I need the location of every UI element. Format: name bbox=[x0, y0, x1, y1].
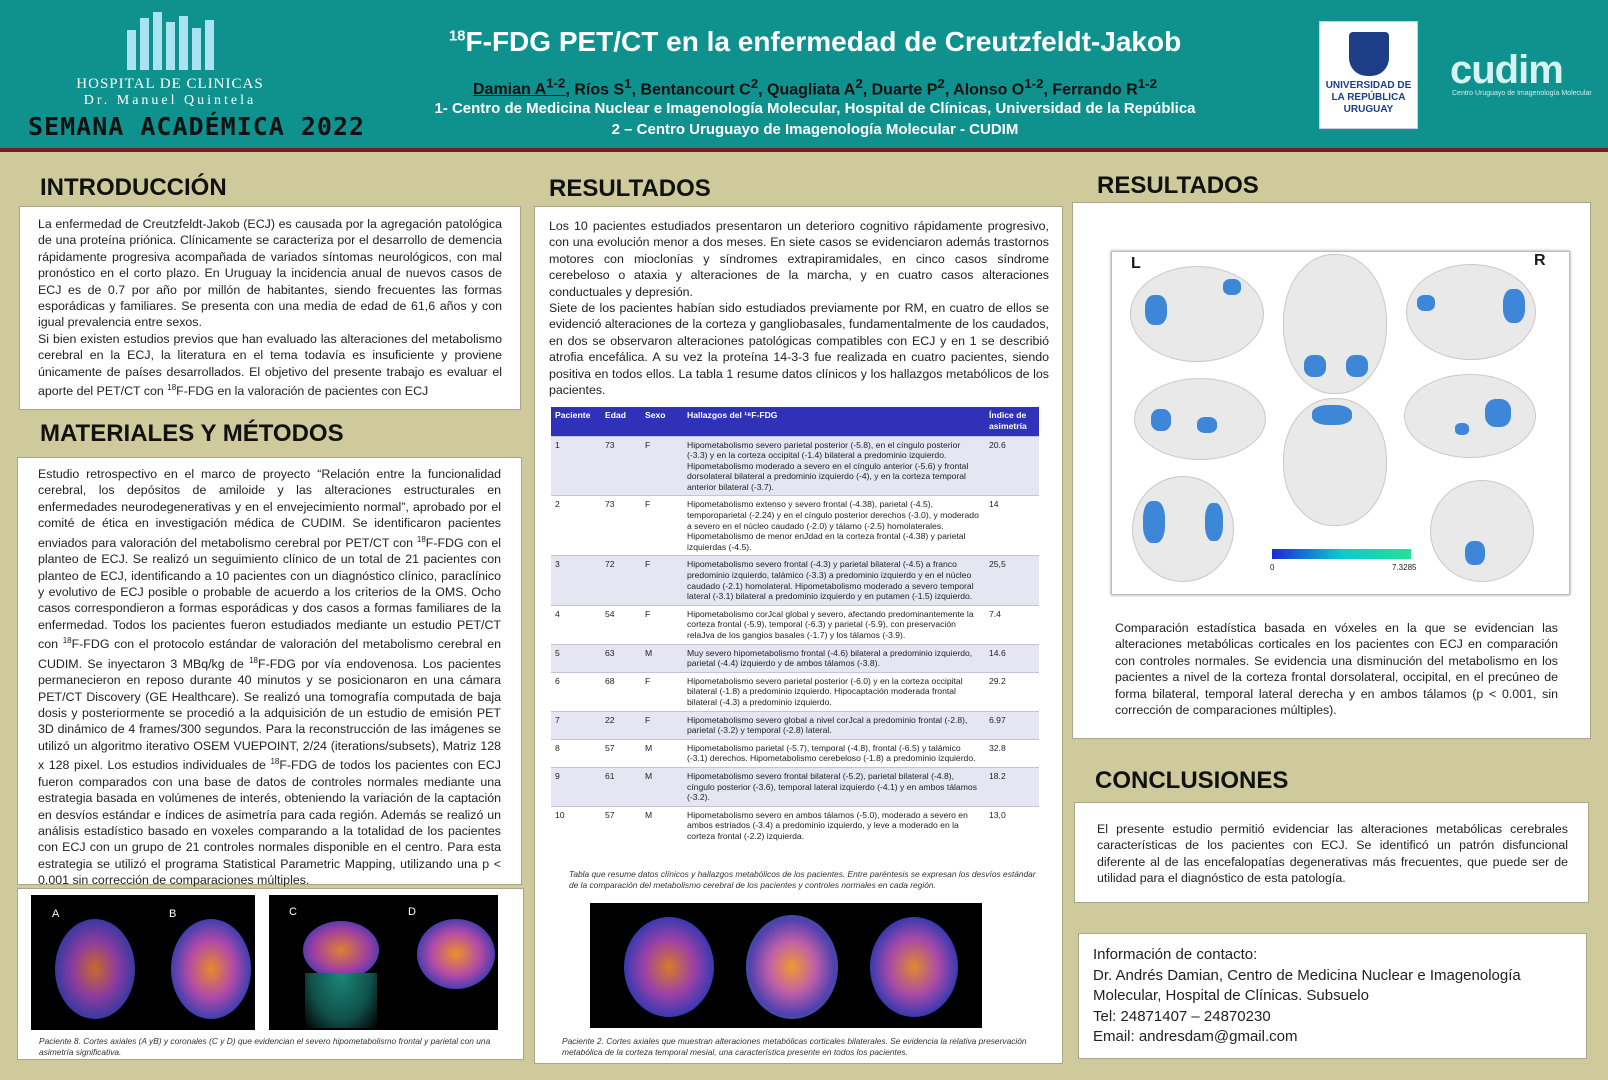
hot-spot bbox=[1485, 399, 1511, 427]
cell-indice: 14.6 bbox=[985, 644, 1039, 672]
th-hallazgos: Hallazgos del ¹⁸F-FDG bbox=[683, 407, 985, 436]
contact-name: Dr. Andrés Damian, Centro de Medicina Nuclear e Imagenología bbox=[1093, 966, 1521, 984]
brain-top bbox=[1283, 254, 1387, 394]
cell-indice: 7.4 bbox=[985, 605, 1039, 644]
label-left: L bbox=[1131, 255, 1141, 272]
hot-spot bbox=[1304, 355, 1326, 377]
hot-spot bbox=[1417, 295, 1435, 311]
patient2-caption: Paciente 2. Cortes axiales que muestran alteraciones metabólicas corticales bilaterales. Se evidencia la relativa preservación metabólica de la corteza temporal mesial, una característica presente en todos los pacientes. bbox=[562, 1036, 1027, 1057]
contact-info bbox=[1093, 945, 1573, 1048]
conclusions-box: El presente estudio permitió evidenciar las alteraciones metabólicas cerebrales características de los pacientes con ECJ. Se identificó un patrón disfuncional diferente al de las encefalopatías degenerativas más frecuentes, que puede ser de utilidad para el diagnóstico de esta patología. bbox=[1074, 802, 1589, 903]
cell-paciente: 9 bbox=[551, 767, 601, 806]
affiliation-1: 1- Centro de Medicina Nuclear e Imagenología Molecular, Hospital de Clínicas, Universidad de la República bbox=[434, 100, 1196, 117]
cell-sexo: M bbox=[641, 806, 683, 844]
pet-slice-b bbox=[171, 919, 251, 1019]
table-row bbox=[551, 711, 1039, 739]
pet-slice-p2-1 bbox=[624, 917, 714, 1017]
brain-anterior bbox=[1430, 480, 1534, 582]
label-right: R bbox=[1534, 252, 1546, 269]
cell-hallazgos: Hipometabolismo severo parietal posterior (-6.0) y en la corteza occipital bilateral (-1.8) a predominio izquierdo. Hipocaptación moderada frontal bilateral (-4.3) a predominio izquierdo. bbox=[683, 672, 985, 711]
cell-edad: 73 bbox=[601, 496, 641, 556]
intro-paragraph-2: Si bien existen estudios previos que han evaluado las alteraciones del metabolismo cerebral en la ECJ, la literatura en el tema todavía es insuficiente y proviene únicamente de países desarrollados. El objetivo del presente trabajo es evaluar el aporte del PET/CT con $^{18}$F-FDG en la valoración de pacientes con ECJ bbox=[38, 331, 502, 399]
pet-slice-a bbox=[55, 919, 135, 1019]
hot-spot bbox=[1503, 289, 1525, 323]
results-text-center bbox=[549, 218, 1049, 398]
cell-indice: 18.2 bbox=[985, 767, 1039, 806]
cell-indice: 25,5 bbox=[985, 556, 1039, 605]
results-paragraph-1: Los 10 pacientes estudiados presentaron un deterioro cognitivo rápidamente progresivo, con una evolución menor a dos meses. En siete casos se evidenciaron además trastornos motores con mioclonías y síndromes extrapiramidales, en cinco casos síndrome cerebeloso o ataxia y alteraciones de la marcha, y en cuatro casos alteraciones conductuales y depresión. bbox=[549, 219, 1049, 299]
cell-edad: 68 bbox=[601, 672, 641, 711]
cell-edad: 54 bbox=[601, 605, 641, 644]
cell-hallazgos: Hipometabolismo severo global a nivel corJcal a predominio frontal (-2.8), parietal (-3.2) y temporal (-2.8) lateral. bbox=[683, 711, 985, 739]
university-shield-icon bbox=[1349, 32, 1389, 76]
cell-indice: 20.6 bbox=[985, 436, 1039, 496]
hot-spot bbox=[1197, 417, 1217, 433]
udelar-logo bbox=[1319, 21, 1418, 129]
cell-paciente: 3 bbox=[551, 556, 601, 605]
cell-hallazgos: Hipometabolismo parietal (-5.7), temporal (-4.8), frontal (-6.5) y talámico (-3.1) derechos. Hipometabolismo cerebeloso (-1.8) a predominio izquierdo. bbox=[683, 739, 985, 767]
cell-paciente: 2 bbox=[551, 496, 601, 556]
results-table bbox=[551, 407, 1039, 845]
contact-email: Email: andresdam@gmail.com bbox=[1093, 1028, 1298, 1045]
methods-figure-caption: Paciente 8. Cortes axiales (A yB) y coronales (C y D) que evidencian el severo hipometabolismo frontal y parietal con una asimetría significativa. bbox=[39, 1036, 491, 1057]
pet-scan-patient2 bbox=[590, 903, 982, 1028]
hot-spot bbox=[1312, 405, 1352, 425]
contact-title: Información de contacto: bbox=[1093, 946, 1258, 963]
hot-spot bbox=[1151, 409, 1171, 431]
table-caption: Tabla que resume datos clínicos y hallazgos metabólicos de los pacientes. Entre paréntesis se expresan los desvíos estándar de la comparación del metabolismo cerebral de los pacientes y controles normales en cada región. bbox=[569, 869, 1036, 890]
cell-hallazgos: Muy severo hipometabolismo frontal (-4.6) bilateral a predominio izquierdo, parietal (-4.4) izquierdo y de ambos tálamos (-3.8). bbox=[683, 644, 985, 672]
methods-box bbox=[17, 457, 522, 888]
cell-hallazgos: Hipometabolismo corJcal global y severo, afectando predominantemente la corteza frontal (-5.9), temporal (-6.3) y parietal (-5.9), con preservación relaJva de los gangios basales (-1.7) y los tálamos (-3.9). bbox=[683, 605, 985, 644]
results-paragraph-2: Siete de los pacientes habían sido estudiados previamente por RM, en cuatro de ellos se evidenció alteraciones de la corteza y gangliobasales, fundamentalmente de los caudados, en dos se observaron alteraciones patológicas compatibles con ECJ y en 1 se describió atrofia encefálica. A su vez la proteína 14-3-3 fue realizada en cuatro pacientes, siendo positiva en todos ellos. La tabla 1 resume datos clínicos y los hallazgos metabólicos de los pacientes. bbox=[549, 301, 1049, 398]
colorbar-min: 0 bbox=[1270, 563, 1275, 572]
pet-slice-p2-2 bbox=[746, 915, 838, 1019]
pet-scan-axial bbox=[31, 895, 255, 1030]
table-row bbox=[551, 605, 1039, 644]
colorbar bbox=[1272, 549, 1411, 559]
author-list: Damian $A^{1-2}$, Ríos $S^1$, Bentancourt $C^2$, Quagliata $A^2$, Duarte $P^2$, Alonso $O^{1-2}$, Ferrando $R^{1-2}$ bbox=[472, 76, 1158, 99]
spm-brain-figure bbox=[1111, 251, 1570, 595]
results-heading-right: RESULTADOS bbox=[1097, 172, 1259, 199]
pet-scan-coronal bbox=[269, 895, 498, 1030]
cell-hallazgos: Hipometabolismo severo en ambos tálamos (-5.0), moderado a severo en ambos estriados (-3.4) a predominio izquierdo, y leve a moderado en la corteza frontal (-2.2) izquierda. bbox=[683, 806, 985, 844]
pet-slice-p2-3 bbox=[870, 917, 958, 1017]
cell-paciente: 8 bbox=[551, 739, 601, 767]
cell-indice: 29.2 bbox=[985, 672, 1039, 711]
image-label-d: D bbox=[408, 906, 416, 918]
cell-paciente: 5 bbox=[551, 644, 601, 672]
methods-heading: MATERIALES Y MÉTODOS bbox=[40, 420, 344, 447]
cell-indice: 6.97 bbox=[985, 711, 1039, 739]
table-row bbox=[551, 739, 1039, 767]
methods-figure-box bbox=[17, 888, 524, 1060]
intro-box bbox=[19, 206, 521, 410]
cell-sexo: F bbox=[641, 436, 683, 496]
hot-spot bbox=[1205, 503, 1223, 541]
brain-medial-left bbox=[1134, 378, 1266, 460]
table-row bbox=[551, 806, 1039, 844]
title-text: F-FDG PET/CT en la enfermedad de Creutzfeldt-Jakob bbox=[465, 26, 1182, 57]
cell-hallazgos: Hipometabolismo severo frontal bilateral (-5.2), parietal bilateral (-4.8), cíngulo posterior (-3.6), temporal lateral izquierdo (-4.1) y en ambos tálamos (-3.2). bbox=[683, 767, 985, 806]
cell-sexo: F bbox=[641, 496, 683, 556]
image-label-c: C bbox=[289, 906, 297, 918]
cell-paciente: 6 bbox=[551, 672, 601, 711]
methods-text: Estudio retrospectivo en el marco de proyecto “Relación entre la funcionalidad cerebral, los depósitos de amiloide y las alteraciones estructurales en enfermedades neurodegenerativas y en el envejecimiento normal”, aprobado por el comité de ética en investigación médica de CUDIM. Se identificaron pacientes enviados para valoración del metabolismo cerebral por PET/CT con $^{18}$F-FDG con el planteo de ECJ. Se realizó un seguimiento clínico de un total de 21 pacientes con planteo de ECJ, identificando a 10 pacientes con un diagnóstico clínico, paraclínico y evolutivo de ECJ posible o probable de acuerdo a los criterios de la OMS. Ocho casos correspondieron a formas esporádicas y dos casos a formas familiares de la enfermedad. Todos los pacientes fueron estudiados mediante un estudio PET/CT con $^{18}$F-FDG con el protocolo estándar de valoración del metabolismo cerebral en CUDIM. Se inyectaron 3 MBq/kg de $^{18}$F-FDG por vía endovenosa. Los pacientes permanecieron en reposo durante 40 minutos y se posicionaron en una cámara PET/CT Discovery (GE Healthcare). Se realizó una tomografía computada de baja dosis y posteriormente se procedió a la adquisición de un estudio de emisión PET 3D dinámico de 4 frames/300 segundos. Para la reconstrucción de las imágenes se utilizó un algoritmo iterativo OSEM VUEPOINT, 2/24 (iterations/subsets), Matriz 128 x 128 pixel. Los estudios individuales de $^{18}$F-FDG de todos los pacientes con ECJ fueron comparados con una base de datos de controles normales mediante una estrategia basada en volúmenes de interés, obteniendo la variación de la captación en desvíos estándar e índices de asimetría para cada región. Además se realizó un análisis estadístico basado en voxeles comparando a la totalidad de los pacientes con ECJ con un grupo de 21 controles normales disponible en el centro. Para esta estrategia se utilizó el programa Statistical Parametric Mapping, utilizando una p < 0.001 sin corrección de comparaciones múltiples. bbox=[38, 467, 502, 888]
cell-paciente: 10 bbox=[551, 806, 601, 844]
hot-spot bbox=[1455, 423, 1469, 435]
hospital-name: HOSPITAL DE CLINICAS bbox=[76, 76, 264, 92]
cell-hallazgos: Hipometabolismo extenso y severo frontal (-4.38), parietal (-4.5), temporoparietal (-2.24) y en el cíngulo posterior derechos (-3.0), y moderado a severo en el núcleo caudado (-2.0) y tálamo (-2.5) homolaterales. Hipometabolismo de menor enJdad en la corteza frontal (-4.38) y parietal izquierdas (-4.5). bbox=[683, 496, 985, 556]
cudim-subtitle: Centro Uruguayo de Imagenología Molecular bbox=[1452, 90, 1592, 97]
colorbar-max: 7.3285 bbox=[1392, 563, 1417, 572]
event-name: SEMANA ACADÉMICA 2022 bbox=[28, 112, 366, 141]
cell-hallazgos: Hipometabolismo severo frontal (-4.3) y parietal bilateral (-4.5) a franco predominio izquierdo, talámico (-3.3) a predominio izquierdo y en el núcleo caudado (-2.1) homolateral. Hipometabolismo moderado a severo temporal lateral (-3.1) bilateral a predominio izquierdo y en putamen (-1.5) izquierdo. bbox=[683, 556, 985, 605]
th-sexo: Sexo bbox=[641, 407, 683, 436]
cell-edad: 63 bbox=[601, 644, 641, 672]
hospital-bars-icon bbox=[60, 12, 280, 70]
brain-medial-right bbox=[1404, 374, 1536, 458]
th-paciente: Paciente bbox=[551, 407, 601, 436]
th-indice: Índice de asimetría bbox=[985, 407, 1039, 436]
intro-paragraph-1: La enfermedad de Creutzfeldt-Jakob (ECJ) es causada por la agregación patológica de una proteína priónica. Clínicamente se caracteriza por el desarrollo de demencia rápidamente progresiva acompañada de variados síntomas neurológicos, con mal pronóstico en el corto plazo. En Uruguay la incidencia anual de nuevos casos de ECJ es de 0.7 por año por millón de habitantes, siendo frecuentes las formas esporádicas y familiares. Se presenta con una media de edad de 61,6 años y con igual prevalencia entre sexos. bbox=[38, 217, 502, 330]
cell-edad: 72 bbox=[601, 556, 641, 605]
brain-posterior bbox=[1132, 476, 1234, 582]
results-text-right: Comparación estadística basada en vóxeles en la que se evidencian las alteraciones metabólicas corticales en los pacientes con ECJ en comparación con controles normales. Se evidencia una disminución del metabolismo en los pacientes a nivel de la corteza frontal dorsolateral, occipital, en el precúneo de forma bilateral, temporal lateral derecha y en ambos tálamos (p < 0.001, sin corrección de comparaciones múltiples). bbox=[1115, 621, 1558, 718]
table-row bbox=[551, 672, 1039, 711]
cell-edad: 57 bbox=[601, 806, 641, 844]
affiliation-2: 2 – Centro Uruguayo de Imagenología Molecular - CUDIM bbox=[611, 121, 1019, 138]
conclusions-heading: CONCLUSIONES bbox=[1095, 767, 1289, 794]
brain-lateral-right bbox=[1406, 264, 1536, 360]
cell-sexo: M bbox=[641, 767, 683, 806]
cell-sexo: M bbox=[641, 644, 683, 672]
hospital-subtitle: Dr. Manuel Quintela bbox=[83, 93, 257, 108]
cell-indice: 32.8 bbox=[985, 739, 1039, 767]
image-label-b: B bbox=[169, 908, 177, 920]
table-row bbox=[551, 644, 1039, 672]
cell-edad: 22 bbox=[601, 711, 641, 739]
pet-slice-d bbox=[417, 919, 495, 989]
brain-lateral-left bbox=[1130, 266, 1264, 362]
cell-edad: 57 bbox=[601, 739, 641, 767]
hot-spot bbox=[1346, 355, 1368, 377]
hospital-logo bbox=[60, 12, 280, 109]
pet-slice-c-lower bbox=[305, 973, 377, 1028]
th-edad: Edad bbox=[601, 407, 641, 436]
cell-edad: 73 bbox=[601, 436, 641, 496]
cell-sexo: F bbox=[641, 672, 683, 711]
table-row bbox=[551, 556, 1039, 605]
brain-bottom bbox=[1283, 398, 1387, 526]
cell-sexo: F bbox=[641, 711, 683, 739]
pet-slice-c bbox=[303, 921, 379, 979]
table-row bbox=[551, 436, 1039, 496]
poster-title bbox=[380, 26, 1250, 58]
cell-indice: 13,0 bbox=[985, 806, 1039, 844]
hot-spot bbox=[1223, 279, 1241, 295]
title-superscript: 18 bbox=[448, 27, 466, 45]
header-divider bbox=[0, 148, 1608, 152]
cell-indice: 14 bbox=[985, 496, 1039, 556]
cell-paciente: 1 bbox=[551, 436, 601, 496]
intro-heading: INTRODUCCIÓN bbox=[40, 174, 227, 201]
cell-hallazgos: Hipometabolismo severo parietal posterior (-5.8), en el cíngulo posterior (-3.3) y en la corteza occipital (-1.4) bilateral a predominio izquierdo. Hipometabolismo moderado a severo en el cíngulo anterior (-5.6) y frontal dorsolateral bilateral a predominio izquierdo (-4), y en la corteza temporal anterior bilateral (-3.7). bbox=[683, 436, 985, 496]
cell-paciente: 7 bbox=[551, 711, 601, 739]
cell-edad: 61 bbox=[601, 767, 641, 806]
cell-sexo: M bbox=[641, 739, 683, 767]
contact-location: Molecular, Hospital de Clínicas. Subsuelo bbox=[1093, 987, 1369, 1004]
cell-paciente: 4 bbox=[551, 605, 601, 644]
udelar-name: UNIVERSIDAD DE LA REPÚBLICA URUGUAY bbox=[1325, 80, 1412, 115]
table-row bbox=[551, 767, 1039, 806]
hot-spot bbox=[1145, 295, 1167, 325]
poster-header bbox=[0, 0, 1608, 148]
image-label-a: A bbox=[52, 908, 60, 920]
cell-sexo: F bbox=[641, 605, 683, 644]
contact-phone: Tel: 24871407 – 24870230 bbox=[1093, 1007, 1271, 1025]
hot-spot bbox=[1143, 501, 1165, 543]
hot-spot bbox=[1465, 541, 1485, 565]
table-row bbox=[551, 496, 1039, 556]
cell-sexo: F bbox=[641, 556, 683, 605]
cudim-logo: cudim bbox=[1450, 48, 1563, 92]
results-heading-center: RESULTADOS bbox=[549, 175, 711, 202]
